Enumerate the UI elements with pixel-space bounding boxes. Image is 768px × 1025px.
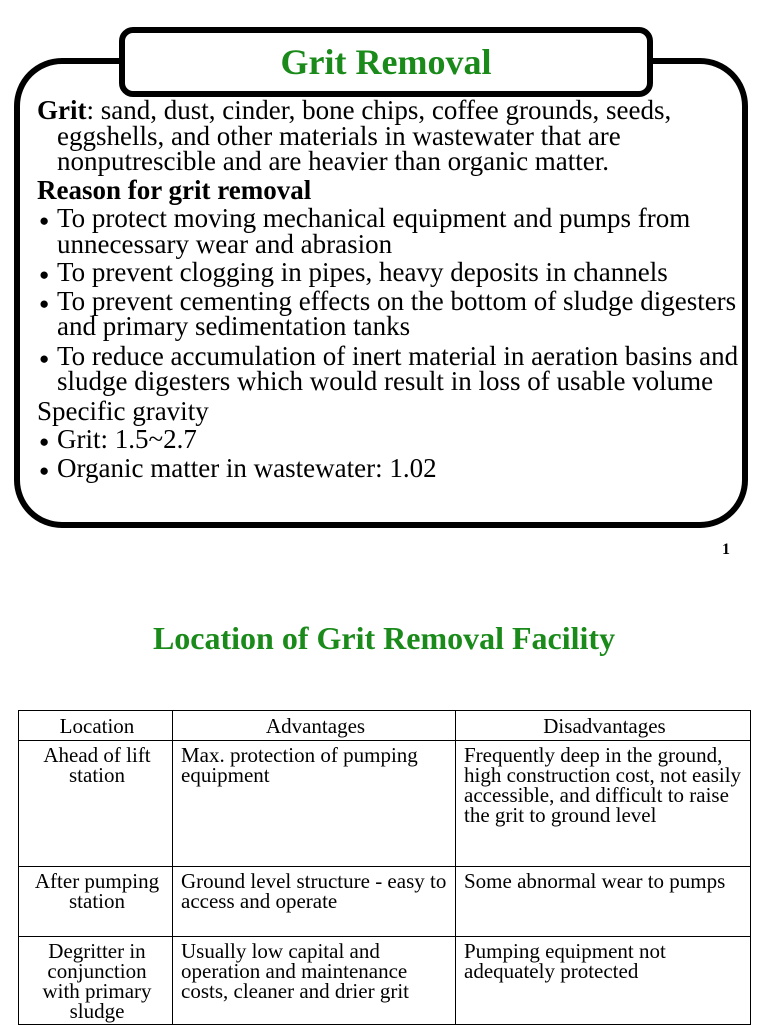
gravity-item [37, 424, 749, 454]
header-location: Location [19, 711, 173, 741]
reason-item [37, 257, 749, 287]
gravity-text: Organic matter in wastewater: 1.02 [57, 452, 437, 483]
bullet-dot-icon: ● [39, 265, 50, 284]
cell-disadvantages: Frequently deep in the ground, high construction cost, not easily accessible, and difficult to raise the grit to ground level [456, 741, 751, 867]
gravity-item [37, 452, 749, 483]
reason-text: To prevent clogging in pipes, heavy deposits in channels [57, 257, 668, 287]
bullet-dot-icon: ● [39, 211, 50, 230]
cell-disadvantages: Some abnormal wear to pumps [456, 867, 751, 937]
title-box [119, 27, 653, 97]
cell-advantages: Ground level structure - easy to access and operate [173, 867, 456, 937]
cell-location: Ahead of lift station [19, 741, 173, 867]
table-row [19, 867, 751, 937]
reason-heading: Reason for grit removal [37, 174, 312, 205]
grit-definition [37, 95, 749, 176]
cell-location: Degritter in conjunction with primary sludge [19, 937, 173, 1025]
bullet-dot-icon: ● [39, 293, 50, 313]
reason-text: To reduce accumulation of inert material in aeration basins and sludge digesters which would result in loss of usable volume [57, 340, 739, 396]
grit-location-table [18, 710, 751, 1025]
reason-text: To protect moving mechanical equipment and pumps from unnecessary wear and abrasion [57, 203, 691, 259]
gravity-heading: Specific gravity [37, 395, 209, 426]
grit-term: Grit [37, 95, 87, 125]
bullet-dot-icon: ● [39, 460, 50, 480]
bullet-dot-icon: ● [39, 348, 50, 368]
table-row [19, 741, 751, 867]
header-disadvantages: Disadvantages [456, 711, 751, 741]
reason-item [37, 285, 749, 341]
gravity-text: Grit: 1.5~2.7 [57, 424, 197, 454]
table-row [19, 937, 751, 1025]
section-title: Location of Grit Removal Facility [152, 620, 616, 656]
bullet-dot-icon: ● [39, 432, 50, 451]
header-advantages: Advantages [173, 711, 456, 741]
cell-advantages: Max. protection of pumping equipment [173, 741, 456, 867]
cell-location: After pumping station [19, 867, 173, 937]
reason-text: To prevent cementing effects on the bottom of sludge digesters and primary sedimentation tanks [57, 285, 737, 341]
reason-item [37, 340, 749, 396]
slide-title: Grit Removal [280, 42, 492, 82]
page-number: 1 [722, 541, 730, 558]
cell-disadvantages: Pumping equipment not adequately protected [456, 937, 751, 1025]
cell-advantages: Usually low capital and operation and maintenance costs, cleaner and drier grit [173, 937, 456, 1025]
slide-content [37, 95, 749, 483]
grit-definition-text: : sand, dust, cinder, bone chips, coffee grounds, seeds, eggshells, and other materials in wastewater that are nonputrescible and are heavier than organic matter. [57, 95, 672, 176]
table-header-row [19, 711, 751, 741]
reason-item [37, 203, 749, 259]
